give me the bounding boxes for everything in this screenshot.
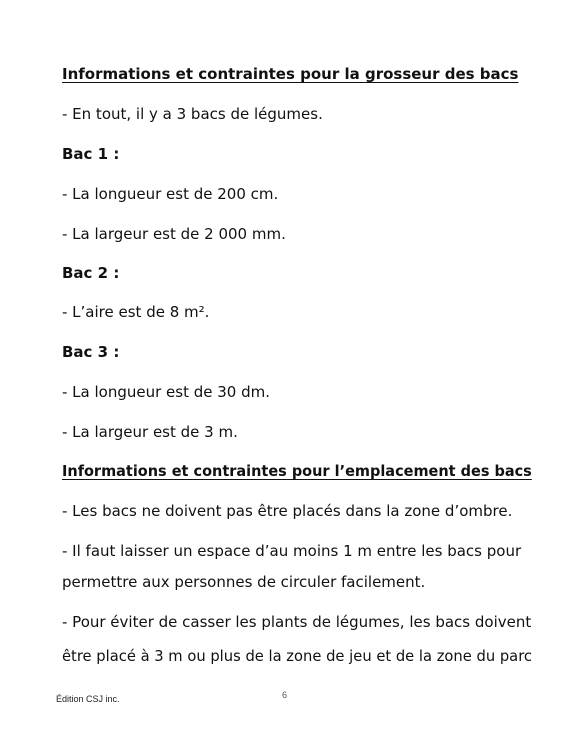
footer-publisher: Édition CSJ inc. <box>56 694 120 704</box>
bac3-title: Bac 3 : <box>62 343 120 361</box>
heading-grosseur-bacs: Informations et contraintes pour la grosseur des bacs <box>62 65 519 83</box>
intro-line: - En tout, il y a 3 bacs de légumes. <box>62 105 323 123</box>
bac1-largeur: - La largeur est de 2 000 mm. <box>62 225 286 243</box>
bac3-longueur: - La longueur est de 30 dm. <box>62 383 271 401</box>
bac2-aire: - L’aire est de 8 m². <box>62 303 210 321</box>
rule-ombre: - Les bacs ne doivent pas être placés dans la zone d’ombre. <box>62 502 513 520</box>
page-number: 6 <box>282 690 288 700</box>
bac2-title: Bac 2 : <box>62 264 120 282</box>
rule-espace-line2: permettre aux personnes de circuler facilement. <box>62 573 426 591</box>
heading-emplacement-bacs: Informations et contraintes pour l’emplacement des bacs <box>62 462 532 480</box>
rule-espace-line1: - Il faut laisser un espace d’au moins 1 m entre les bacs pour <box>62 542 522 560</box>
bac3-largeur: - La largeur est de 3 m. <box>62 423 238 441</box>
rule-casser-line1: - Pour éviter de casser les plants de légumes, les bacs doivent <box>62 613 532 631</box>
rule-casser-line2: être placé à 3 m ou plus de la zone de jeu et de la zone du parc <box>62 647 533 665</box>
bac1-longueur: - La longueur est de 200 cm. <box>62 185 279 203</box>
bac1-title: Bac 1 : <box>62 145 120 163</box>
